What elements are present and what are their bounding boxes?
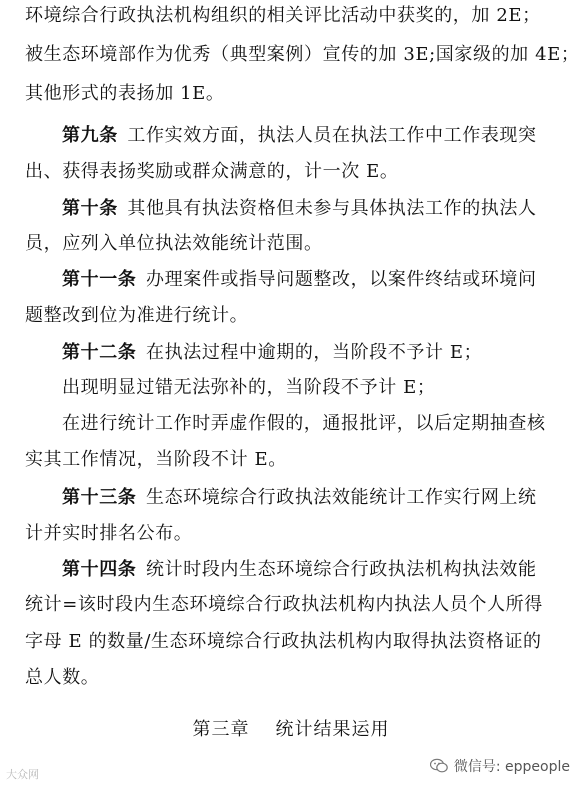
text-line [25,666,99,690]
line-text: 实其工作情况，当阶段不计 E。 [25,449,287,470]
line-text: 员，应列入单位执法效能统计范围。 [25,233,323,254]
chapter-title: 统计结果运用 [275,719,390,740]
article-number: 第十条 [62,198,118,219]
line-text: 办理案件或指导问题整改，以案件终结或环境问 [146,269,537,290]
line-text: 出现明显过错无法弥补的，当阶段不予计 E； [62,377,436,398]
article-number: 第十一条 [62,269,137,290]
line-text: 总人数。 [25,667,100,688]
article-number: 第十二条 [62,342,137,363]
line-text: 字母 E 的数量/生态环境综合行政执法机构内取得执法资格证的 [25,631,542,652]
chapter-number: 第三章 [192,719,250,740]
line-text: 统计时段内生态环境综合行政执法机构执法效能 [146,559,537,580]
text-line [62,124,537,148]
line-text: 出、获得表扬奖励或群众满意的，计一次 E。 [25,161,399,182]
text-line [62,376,435,400]
wechat-icon [430,758,448,774]
line-text: 题整改到位为准进行统计。 [25,305,249,326]
article-number: 第九条 [62,125,118,146]
article-number: 第十四条 [62,559,137,580]
chapter-heading [0,718,582,742]
text-line [25,593,543,617]
article-number: 第十三条 [62,487,137,508]
line-text: 生态环境综合行政执法效能统计工作实行网上统 [146,487,537,508]
line-text: 被生态环境部作为优秀（典型案例）宣传的加 3E;国家级的加 4E； [25,44,580,65]
line-text: 统计=该时段内生态环境综合行政执法机构内执法人员个人所得 [25,594,543,615]
watermark-right-text: 微信号: eppeople [453,759,570,775]
text-line [25,448,287,472]
line-text: 计并实时排名公布。 [25,523,193,544]
text-line [25,82,225,106]
watermark-left [6,766,39,782]
line-text: 环境综合行政执法机构组织的相关评比活动中获奖的，加 2E； [25,5,541,26]
text-line [62,268,537,292]
text-line [25,4,541,28]
line-text: 其他形式的表扬加 1E。 [25,83,225,104]
text-line [25,232,323,256]
text-line [25,304,248,328]
watermark-right [430,756,570,776]
text-line [62,197,537,221]
text-line [62,558,537,582]
line-text: 在进行统计工作时弄虚作假的，通报批评，以后定期抽查核 [62,413,546,434]
line-text: 在执法过程中逾期的，当阶段不予计 E； [146,342,483,363]
line-text: 其他具有执法资格但未参与具体执法工作的执法人 [127,198,537,219]
text-line [62,412,546,436]
watermark-left-text: 大众网 [6,768,39,781]
text-line [25,160,398,184]
text-line [25,630,542,654]
text-line [25,522,192,546]
text-line [62,341,482,365]
line-text: 工作实效方面，执法人员在执法工作中工作表现突 [127,125,537,146]
text-line [25,43,580,67]
text-line [62,486,537,510]
